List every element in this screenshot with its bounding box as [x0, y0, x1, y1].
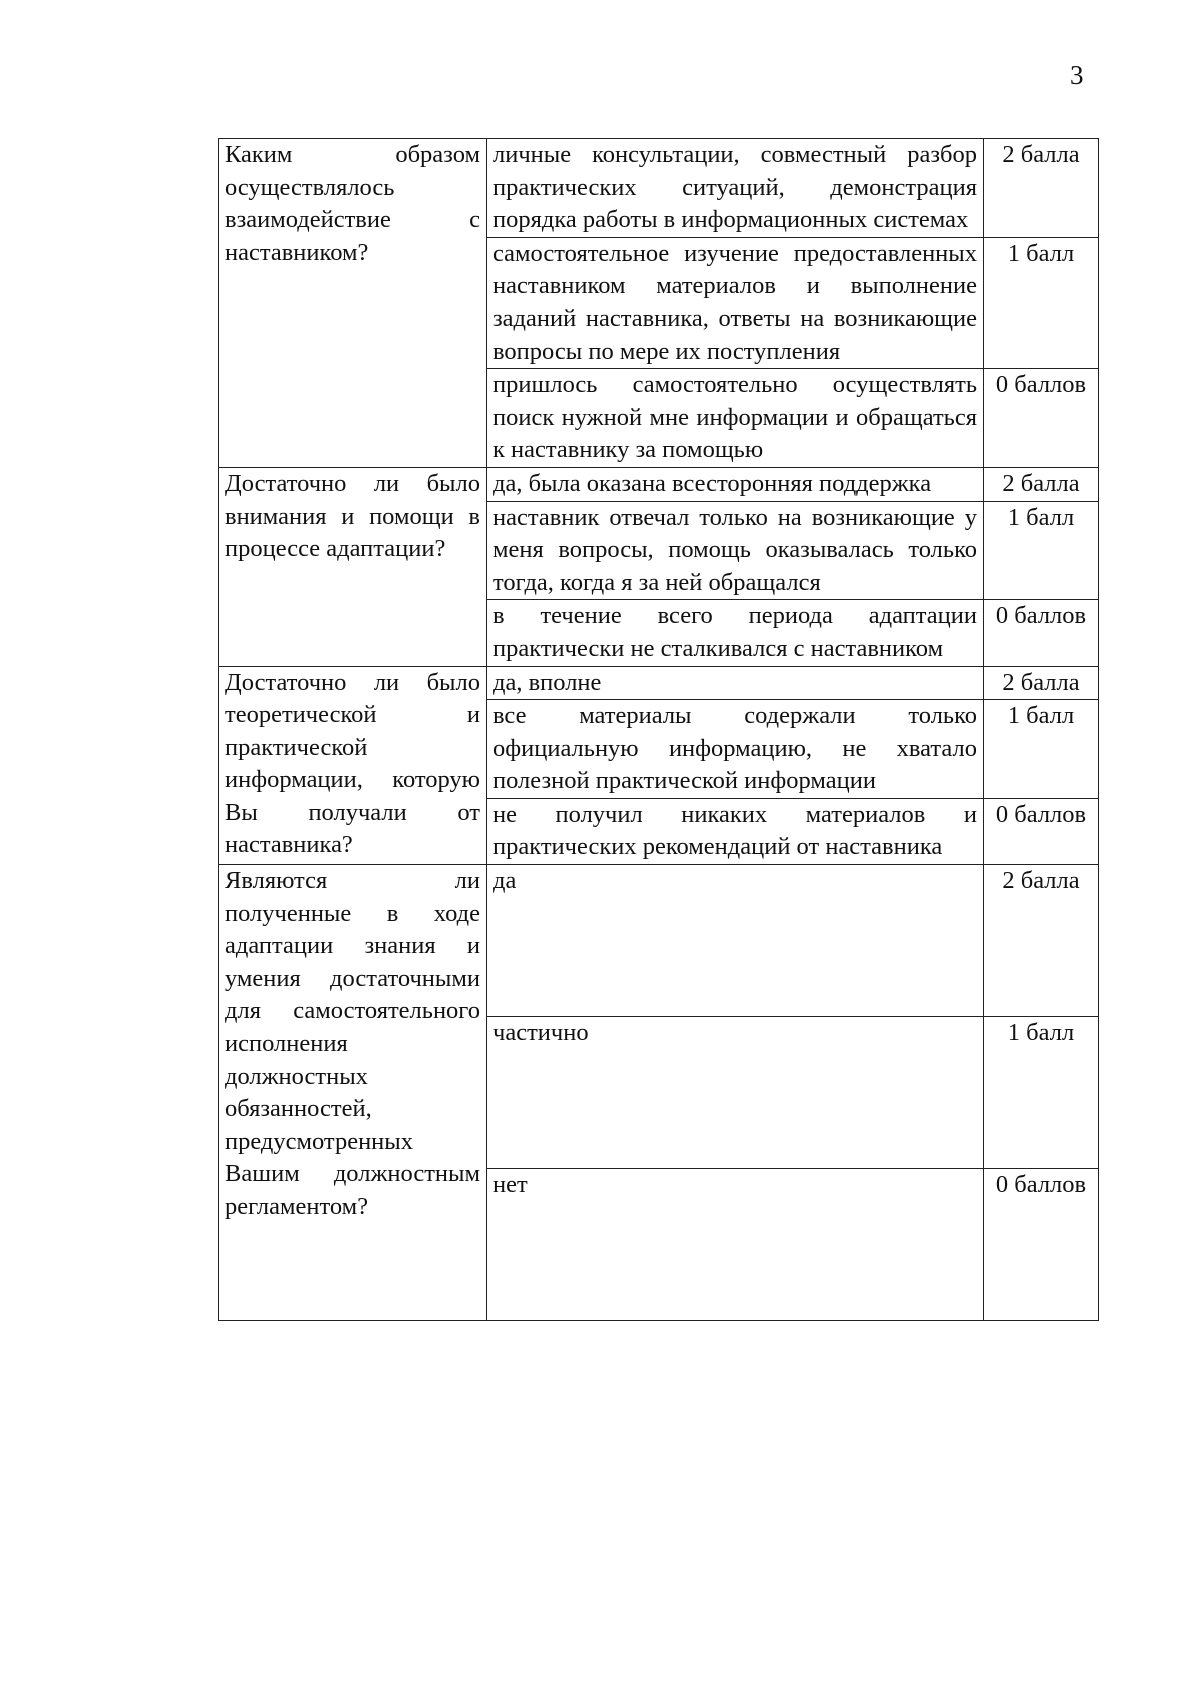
score-cell: 2 балла	[984, 865, 1099, 1017]
answer-cell: наставник отвечал только на возникающие у меня вопросы, помощь оказывалась только тогда, когда я за ней обращался	[487, 501, 984, 600]
question-cell: Каким образом осуществлялось взаимодействие с наставником?	[219, 139, 487, 468]
answer-cell: нет	[487, 1169, 984, 1321]
question-cell: Достаточно ли было внимания и помощи в процессе адаптации?	[219, 467, 487, 666]
score-cell: 1 балл	[984, 700, 1099, 799]
table-row	[219, 467, 1099, 501]
survey-table	[218, 138, 1099, 1321]
score-cell: 0 баллов	[984, 798, 1099, 864]
answer-cell: да, вполне	[487, 666, 984, 700]
question-cell: Достаточно ли было теоретической и практической информации, которую Вы получали от наставника?	[219, 666, 487, 865]
answer-cell: личные консультации, совместный разбор практических ситуаций, демонстрация порядка работы в информационных системах	[487, 139, 984, 238]
answer-cell: частично	[487, 1017, 984, 1169]
answer-cell: в течение всего периода адаптации практически не сталкивался с наставником	[487, 600, 984, 666]
score-cell: 1 балл	[984, 1017, 1099, 1169]
page-number: 3	[1070, 60, 1084, 90]
question-cell: Являются ли полученные в ходе адаптации знания и умения достаточными для самостоятельного исполнения должностных обязанностей, предусмотренных Вашим должностным регламентом?	[219, 865, 487, 1321]
answer-cell: да	[487, 865, 984, 1017]
score-cell: 2 балла	[984, 467, 1099, 501]
score-cell: 2 балла	[984, 139, 1099, 238]
answer-cell: пришлось самостоятельно осуществлять поиск нужной мне информации и обращаться к наставнику за помощью	[487, 369, 984, 468]
score-cell: 0 баллов	[984, 369, 1099, 468]
table-row	[219, 666, 1099, 700]
score-cell: 1 балл	[984, 237, 1099, 368]
score-cell: 2 балла	[984, 666, 1099, 700]
answer-cell: да, была оказана всесторонняя поддержка	[487, 467, 984, 501]
answer-cell: все материалы содержали только официальную информацию, не хватало полезной практической информации	[487, 700, 984, 799]
answer-cell: самостоятельное изучение предоставленных наставником материалов и выполнение заданий наставника, ответы на возникающие вопросы по мере их поступления	[487, 237, 984, 368]
answer-cell: не получил никаких материалов и практических рекомендаций от наставника	[487, 798, 984, 864]
table-row	[219, 865, 1099, 1017]
score-cell: 0 баллов	[984, 1169, 1099, 1321]
table-row	[219, 139, 1099, 238]
score-cell: 1 балл	[984, 501, 1099, 600]
score-cell: 0 баллов	[984, 600, 1099, 666]
